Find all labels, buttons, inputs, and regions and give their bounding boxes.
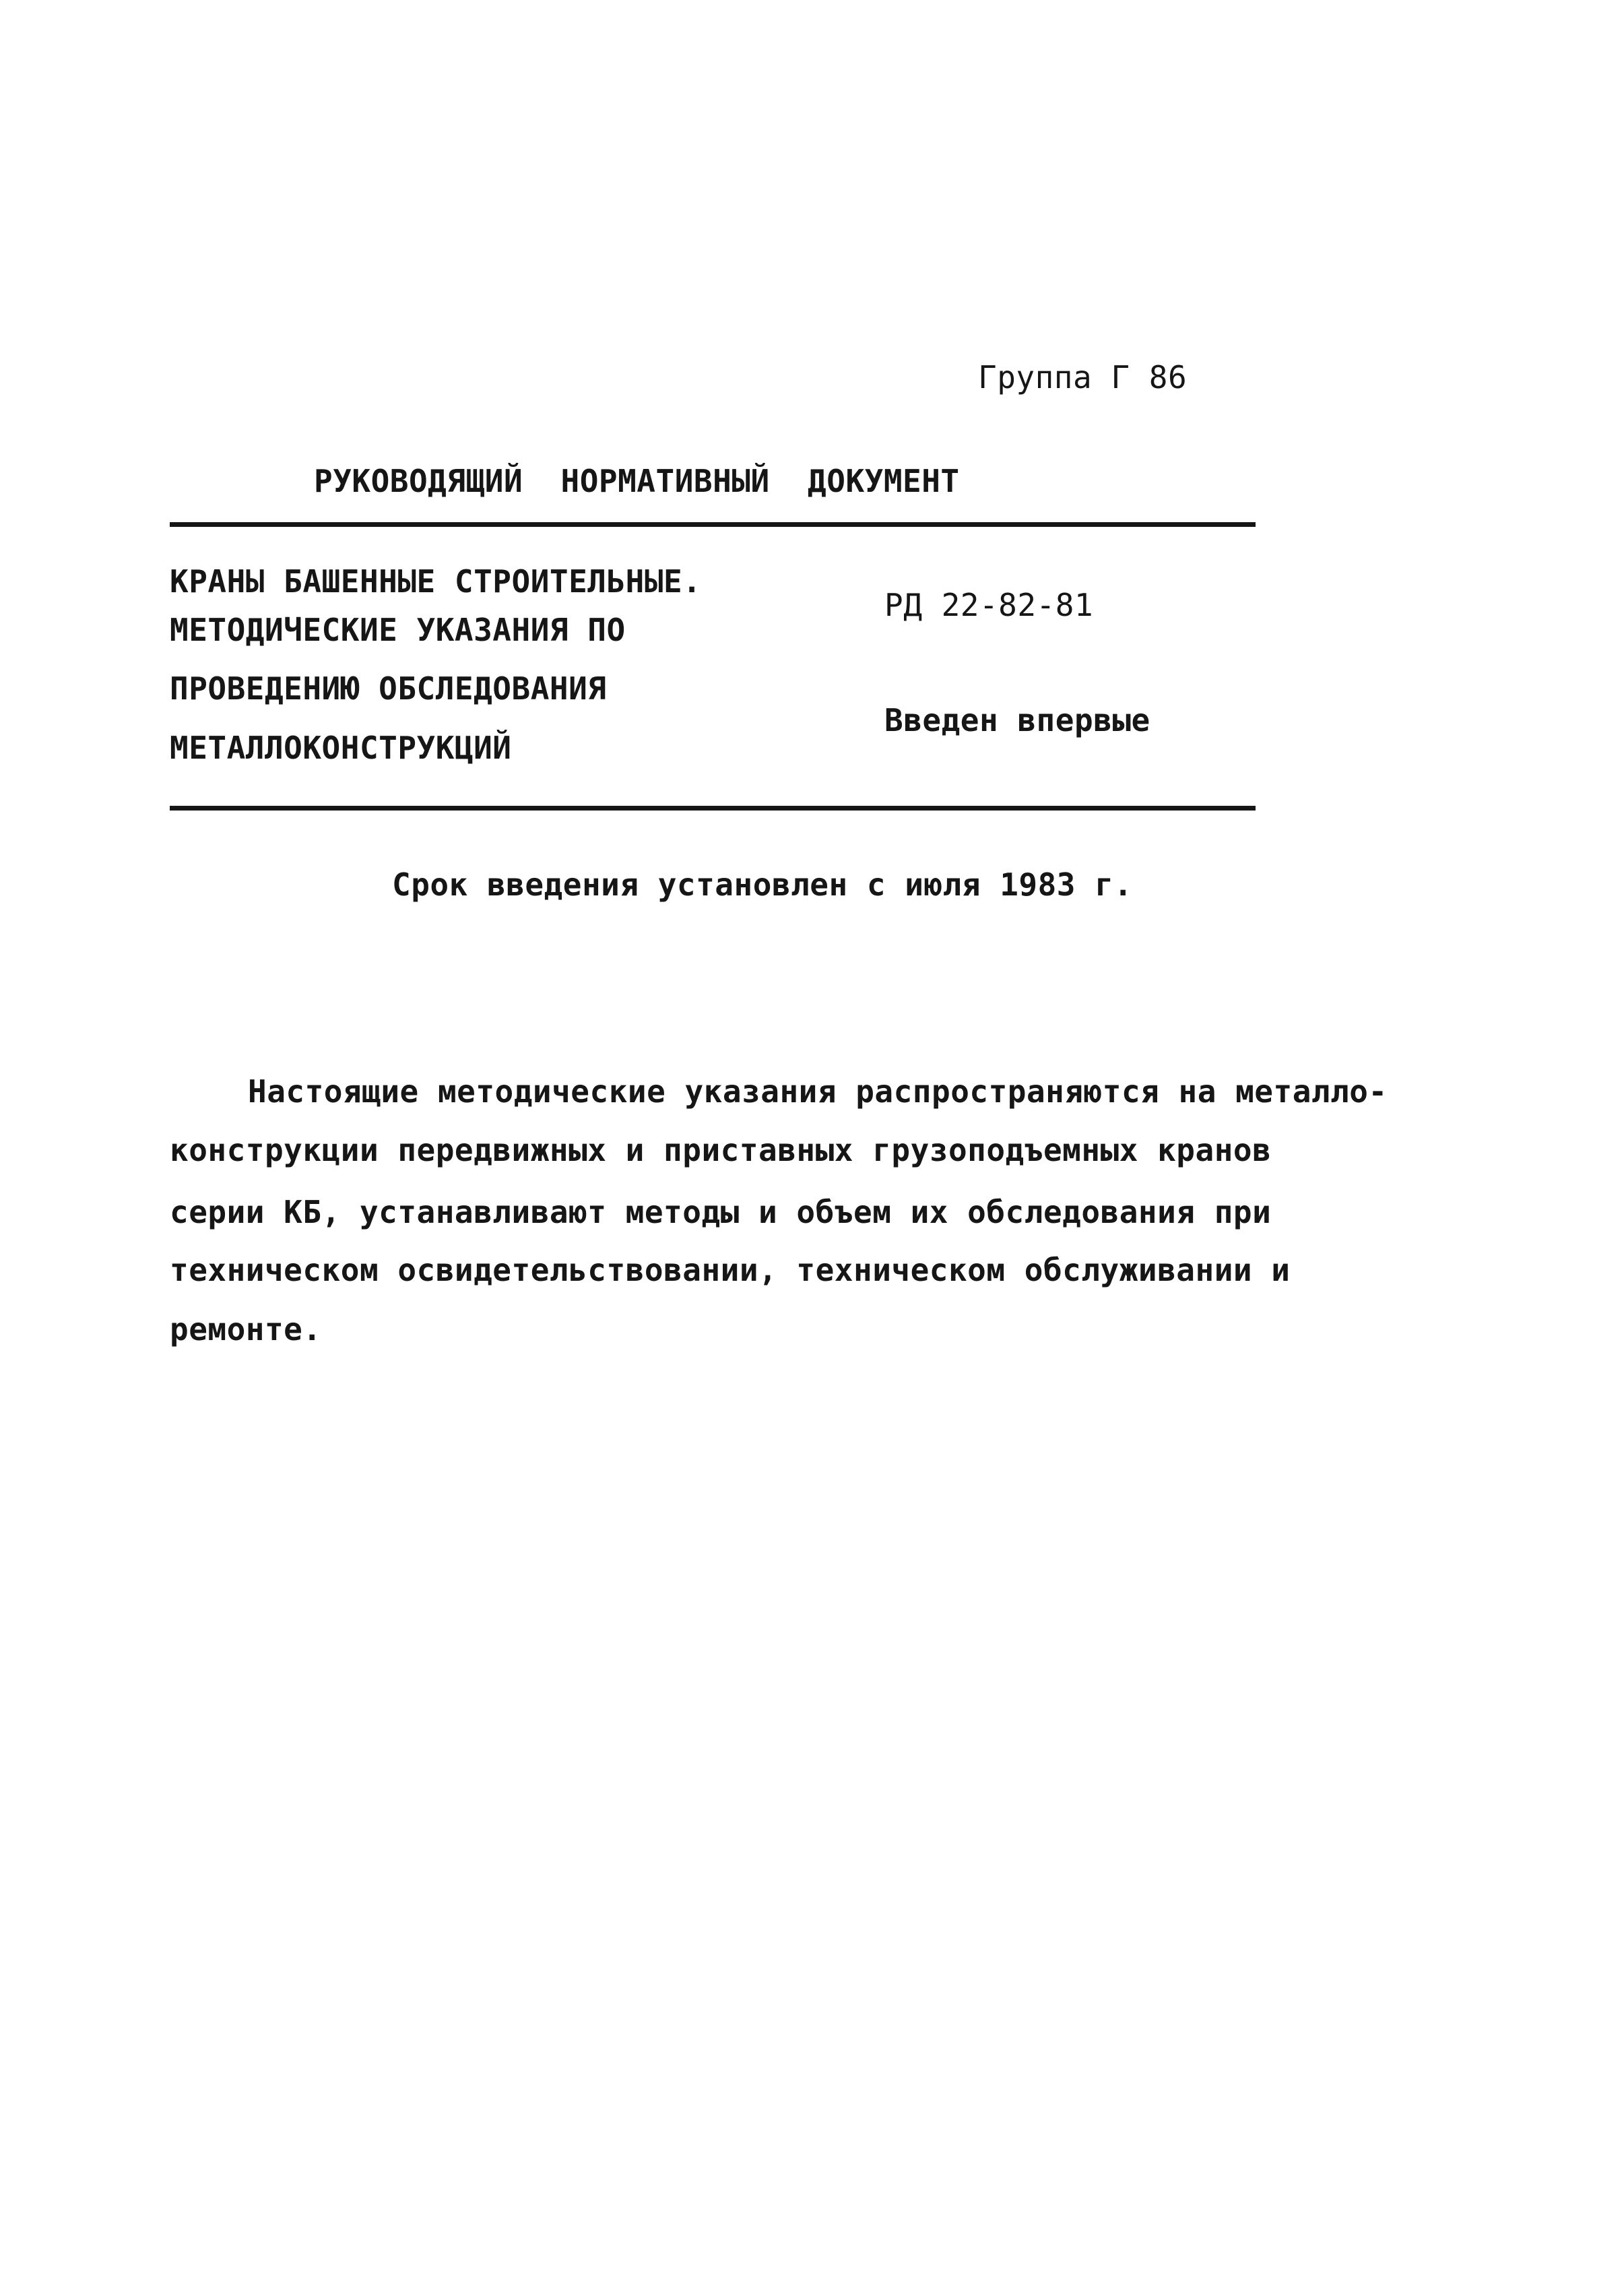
paragraph-line-5: ремонте. bbox=[170, 1311, 322, 1347]
title-line-1: КРАНЫ БАШЕННЫЕ СТРОИТЕЛЬНЫЕ. bbox=[170, 563, 702, 600]
paragraph-line-1: Настоящие методические указания распространяются на металло- bbox=[248, 1073, 1388, 1110]
document-designation: РД 22-82-81 bbox=[884, 587, 1094, 623]
title-line-4: МЕТАЛЛОКОНСТРУКЦИЙ bbox=[170, 730, 512, 766]
title-line-2: МЕТОДИЧЕСКИЕ УКАЗАНИЯ ПО bbox=[170, 612, 626, 648]
effective-date: Срок введения установлен с июля 1983 г. bbox=[392, 866, 1133, 903]
bottom-rule bbox=[170, 806, 1256, 811]
group-code: Группа Г 86 bbox=[978, 359, 1188, 395]
top-rule bbox=[170, 522, 1256, 527]
paragraph-line-4: техническом освидетельствовании, техническом обслуживании и bbox=[170, 1252, 1291, 1288]
title-line-3: ПРОВЕДЕНИЮ ОБСЛЕДОВАНИЯ bbox=[170, 670, 607, 707]
document-type-heading: РУКОВОДЯЩИЙ НОРМАТИВНЫЙ ДОКУМЕНТ bbox=[314, 463, 960, 499]
paragraph-line-2: конструкции передвижных и приставных грузоподъемных кранов bbox=[170, 1132, 1272, 1168]
document-status: Введен впервые bbox=[884, 702, 1150, 738]
paragraph-line-3: серии КБ, устанавливают методы и объем их обследования при bbox=[170, 1194, 1272, 1230]
